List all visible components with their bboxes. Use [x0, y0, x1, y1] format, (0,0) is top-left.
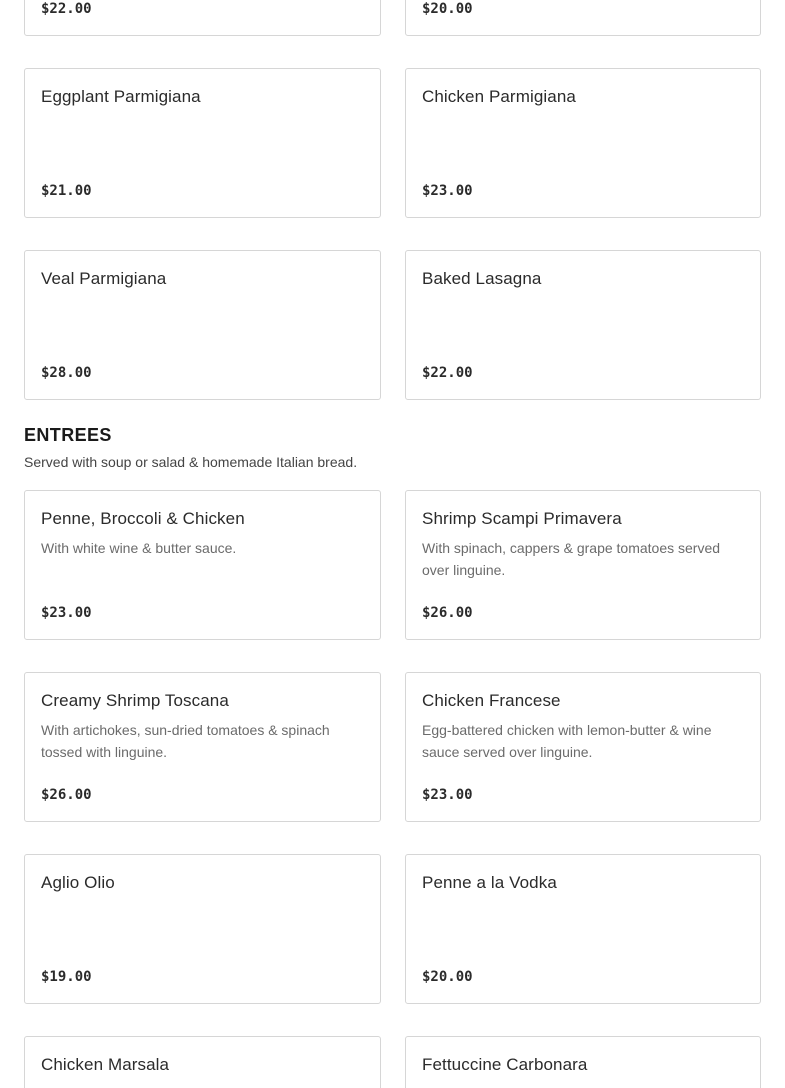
- item-description: With white wine & butter sauce.: [41, 540, 237, 556]
- menu-item-card[interactable]: [405, 250, 761, 400]
- menu-item-card[interactable]: [24, 68, 381, 218]
- menu-item-card[interactable]: [24, 250, 381, 400]
- item-price: $23.00: [422, 787, 473, 803]
- item-name: Eggplant Parmigiana: [41, 87, 201, 106]
- item-name: Chicken Marsala: [41, 1055, 170, 1074]
- item-price: $23.00: [41, 605, 92, 621]
- item-name: Penne, Broccoli & Chicken: [41, 509, 245, 528]
- item-name: Fettuccine Carbonara: [422, 1055, 588, 1074]
- item-description: With artichokes, sun-dried tomatoes & spinach tossed with linguine.: [41, 722, 330, 760]
- item-price: $20.00: [422, 1, 473, 17]
- item-name: Aglio Olio: [41, 873, 115, 892]
- item-price: $21.00: [41, 183, 92, 199]
- item-price: $23.00: [422, 183, 473, 199]
- item-price: $26.00: [41, 787, 92, 803]
- item-name: Penne a la Vodka: [422, 873, 557, 892]
- item-name: Shrimp Scampi Primavera: [422, 509, 622, 528]
- item-description: With spinach, cappers & grape tomatoes served over linguine.: [422, 540, 721, 578]
- item-price: $20.00: [422, 969, 473, 985]
- section-subtitle: Served with soup or salad & homemade Italian bread.: [24, 454, 358, 470]
- item-description: Egg-battered chicken with lemon-butter & wine sauce served over linguine.: [422, 722, 712, 760]
- item-price: $22.00: [41, 1, 92, 17]
- item-price: $28.00: [41, 365, 92, 381]
- menu-item-card[interactable]: [405, 854, 761, 1004]
- section-title: ENTREES: [24, 425, 112, 445]
- item-price: $19.00: [41, 969, 92, 985]
- menu-item-card[interactable]: [405, 490, 761, 640]
- menu-item-card[interactable]: [405, 68, 761, 218]
- menu-item-card[interactable]: [24, 0, 381, 36]
- item-price: $22.00: [422, 365, 473, 381]
- item-price: $26.00: [422, 605, 473, 621]
- menu-item-card[interactable]: [405, 0, 761, 36]
- menu-item-card[interactable]: [24, 490, 381, 640]
- item-name: Chicken Parmigiana: [422, 87, 576, 106]
- menu-item-card[interactable]: [24, 854, 381, 1004]
- menu-item-card[interactable]: [24, 672, 381, 822]
- item-name: Veal Parmigiana: [41, 269, 167, 288]
- menu-item-card[interactable]: [405, 672, 761, 822]
- item-name: Baked Lasagna: [422, 269, 542, 288]
- menu-item-card[interactable]: [24, 1036, 381, 1088]
- item-name: Creamy Shrimp Toscana: [41, 691, 229, 710]
- menu-item-card[interactable]: [405, 1036, 761, 1088]
- item-name: Chicken Francese: [422, 691, 561, 710]
